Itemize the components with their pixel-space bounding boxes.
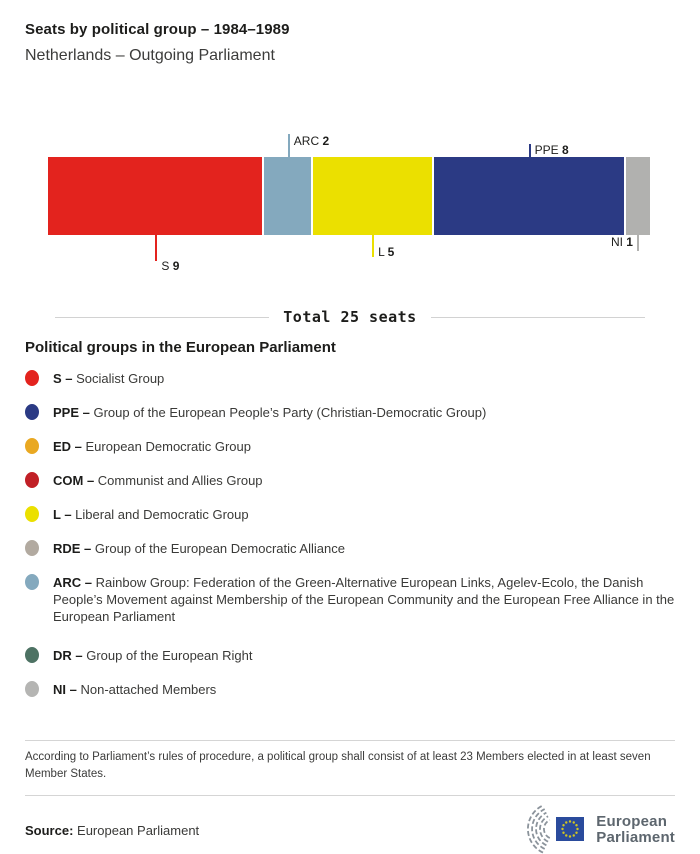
source-label: Source:: [25, 822, 74, 838]
logo-wordmark: [596, 814, 675, 846]
legend-dot-com: [25, 472, 39, 488]
callout-tick-l: [372, 235, 374, 257]
footnote-divider-bottom: [25, 795, 675, 796]
legend-text-s: S – Socialist Group: [53, 371, 165, 386]
total-seats-label: Total 25 seats: [283, 308, 417, 326]
source-text: [25, 823, 199, 838]
callout-tick-ni: [637, 235, 639, 251]
hemicycle-flag-icon: [514, 804, 588, 854]
total-rule-right: [431, 317, 645, 318]
legend-dot-ed: [25, 438, 39, 454]
bar-segment-arc[interactable]: [264, 157, 314, 235]
bar-segment-ppe[interactable]: [434, 157, 626, 235]
legend-text-ni: NI – Non-attached Members: [53, 682, 217, 697]
bar-segment-s[interactable]: [48, 157, 264, 235]
legend-text-rde: RDE – Group of the European Democratic Alliance: [53, 541, 345, 556]
european-parliament-logo: [514, 804, 675, 854]
callout-tick-s: [155, 235, 157, 261]
bar-segment-ni[interactable]: [626, 157, 650, 235]
legend-item-ppe: [25, 404, 675, 421]
legend-dot-arc: [25, 574, 39, 590]
legend-item-arc: [25, 574, 675, 625]
stacked-bar: [48, 157, 650, 235]
legend-dot-dr: [25, 647, 39, 663]
logo-line2: Parliament: [596, 829, 675, 846]
legend-text-ppe: PPE – Group of the European People’s Party (Christian-Democratic Group): [53, 405, 487, 420]
legend-list: [25, 370, 675, 698]
callout-label-s: S 9: [161, 259, 180, 273]
legend-item-ni: [25, 681, 675, 698]
legend-item-s: [25, 370, 675, 387]
bar-segment-l[interactable]: [313, 157, 434, 235]
total-rule-left: [55, 317, 269, 318]
footnote-divider-top: [25, 740, 675, 741]
legend-item-dr: [25, 647, 675, 664]
callout-label-ppe: PPE 8: [534, 143, 569, 157]
callout-label-l: L 5: [378, 245, 395, 259]
seat-chart: [48, 131, 650, 271]
legend-item-com: [25, 472, 675, 489]
legend-text-l: L – Liberal and Democratic Group: [53, 507, 249, 522]
legend-dot-s: [25, 370, 39, 386]
legend-text-ed: ED – European Democratic Group: [53, 439, 251, 454]
source-row: [25, 804, 675, 854]
page-title: Seats by political group – 1984–1989: [25, 21, 290, 38]
callout-tick-arc: [288, 134, 290, 157]
callout-tick-ppe: [529, 144, 531, 157]
legend-item-rde: [25, 540, 675, 557]
legend-heading: Political groups in the European Parliament: [25, 339, 336, 356]
legend-dot-ppe: [25, 404, 39, 420]
legend-dot-ni: [25, 681, 39, 697]
legend-text-arc: ARC – Rainbow Group: Federation of the Green-Alternative European Links, Agelev-Ecolo, the Danish People’s Movement against Membership of the European Community and the European Free Alliance in the European Parliament: [53, 575, 675, 624]
legend-item-l: [25, 506, 675, 523]
callout-label-arc: ARC 2: [293, 134, 330, 148]
footnote-text: According to Parliament’s rules of procedure, a political group shall consist of at least 23 Members elected in at least seven Member States.: [25, 751, 651, 780]
infographic-page: [0, 21, 700, 854]
source-value: European Parliament: [77, 822, 200, 838]
legend-item-ed: [25, 438, 675, 455]
legend-text-com: COM – Communist and Allies Group: [53, 473, 263, 488]
page-subtitle: Netherlands – Outgoing Parliament: [25, 47, 275, 64]
legend-dot-l: [25, 506, 39, 522]
legend-dot-rde: [25, 540, 39, 556]
callout-label-ni: NI 1: [610, 235, 633, 249]
legend-text-dr: DR – Group of the European Right: [53, 648, 253, 663]
total-seats-row: [25, 307, 675, 327]
logo-line1: European: [596, 813, 668, 830]
